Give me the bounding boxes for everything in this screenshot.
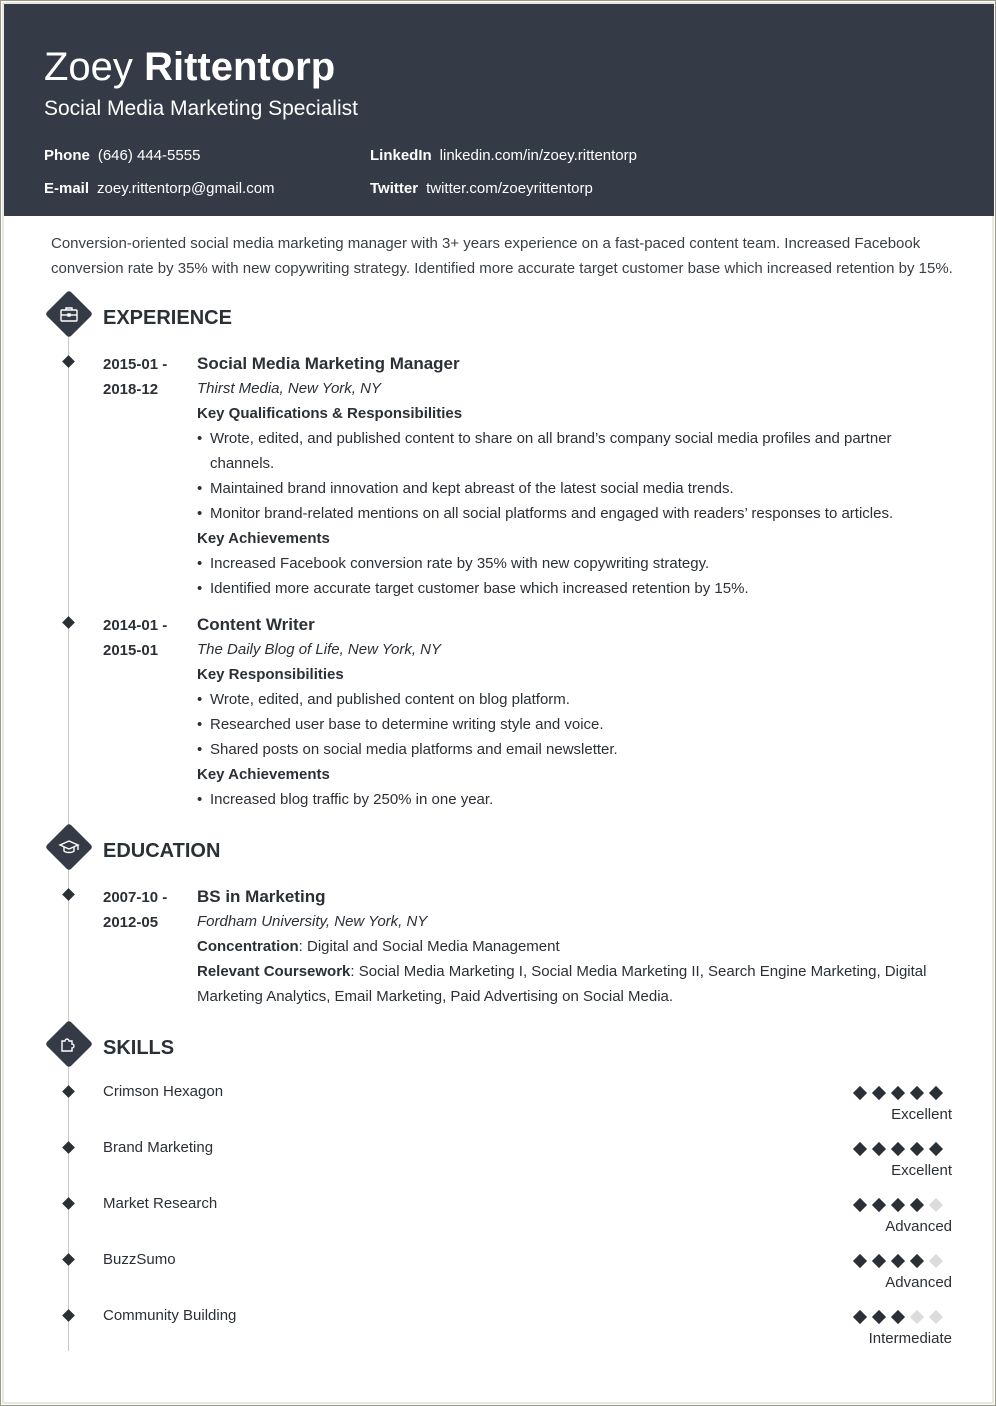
rating-diamond-filled xyxy=(929,1086,943,1100)
puzzle-icon xyxy=(45,1020,93,1068)
job-date xyxy=(103,352,193,402)
email-value[interactable]: zoey.rittentorp@gmail.com xyxy=(97,180,275,197)
skill-rating xyxy=(853,1198,953,1212)
date-end: 2012-05 xyxy=(103,914,159,931)
skill-rating xyxy=(853,1254,953,1268)
first-name: Zoey xyxy=(44,45,133,89)
achievements-heading: Key Achievements xyxy=(197,530,330,547)
briefcase-icon xyxy=(45,290,93,338)
job-org: The Daily Blog of Life, New York, NY xyxy=(197,641,441,658)
date-end: 2015-01 xyxy=(103,642,159,659)
job-entry xyxy=(197,351,957,601)
timeline-marker xyxy=(62,616,75,629)
linkedin-link[interactable]: linkedin.com/in/zoey.rittentorp xyxy=(439,147,637,164)
list-item: • Identified more accurate target customer base which increased retention by 15%. xyxy=(197,576,957,601)
contact-phone xyxy=(44,146,200,166)
rating-diamond-filled xyxy=(872,1198,886,1212)
skill-level: Excellent xyxy=(891,1106,952,1123)
contact-linkedin xyxy=(370,146,637,166)
list-item: • Monitor brand-related mentions on all social platforms and engaged with readers’ responses to articles. xyxy=(197,501,957,526)
rating-diamond-empty xyxy=(929,1310,943,1324)
list-item: • Shared posts on social media platforms and email newsletter. xyxy=(197,737,957,762)
list-item: • Increased Facebook conversion rate by 35% with new copywriting strategy. xyxy=(197,551,957,576)
responsibilities-list xyxy=(197,687,957,762)
timeline-marker xyxy=(62,355,75,368)
rating-diamond-filled xyxy=(910,1198,924,1212)
education-entry xyxy=(197,884,957,1009)
job-org: Thirst Media, New York, NY xyxy=(197,380,381,397)
education-date xyxy=(103,885,193,935)
email-label: E-mail xyxy=(44,180,90,197)
date-start: 2007-10 - xyxy=(103,889,168,906)
rating-diamond-filled xyxy=(891,1254,905,1268)
phone-value[interactable]: (646) 444-5555 xyxy=(97,147,201,164)
skill-level: Intermediate xyxy=(868,1330,952,1347)
skill-name: Market Research xyxy=(103,1195,218,1212)
experience-heading: EXPERIENCE xyxy=(103,307,232,329)
phone-label: Phone xyxy=(44,147,90,164)
rating-diamond-filled xyxy=(872,1310,886,1324)
timeline-marker xyxy=(62,1197,75,1210)
rating-diamond-filled xyxy=(853,1198,867,1212)
rating-diamond-empty xyxy=(929,1254,943,1268)
rating-diamond-filled xyxy=(891,1086,905,1100)
skill-rating xyxy=(853,1310,953,1324)
twitter-label: Twitter xyxy=(370,180,419,197)
rating-diamond-filled xyxy=(910,1254,924,1268)
list-item: • Researched user base to determine writing style and voice. xyxy=(197,712,957,737)
degree: BS in Marketing xyxy=(197,887,326,906)
rating-diamond-filled xyxy=(872,1086,886,1100)
timeline-marker xyxy=(62,1309,75,1322)
experience-timeline xyxy=(68,331,69,831)
rating-diamond-filled xyxy=(891,1142,905,1156)
rating-diamond-filled xyxy=(853,1254,867,1268)
contact-twitter xyxy=(370,179,593,199)
education-heading: EDUCATION xyxy=(103,840,221,862)
timeline-marker xyxy=(62,888,75,901)
skills-heading: SKILLS xyxy=(103,1037,175,1059)
linkedin-label: LinkedIn xyxy=(370,147,432,164)
rating-diamond-filled xyxy=(910,1086,924,1100)
concentration-value: : Digital and Social Media Management xyxy=(298,938,560,955)
job-entry xyxy=(197,612,957,812)
skill-rating xyxy=(853,1142,953,1156)
responsibilities-heading: Key Responsibilities xyxy=(197,666,344,683)
list-item: • Wrote, edited, and published content to share on all brand’s company social media profiles and partner channels. xyxy=(197,426,957,476)
skill-rating xyxy=(853,1086,953,1100)
rating-diamond-filled xyxy=(891,1198,905,1212)
rating-diamond-filled xyxy=(891,1310,905,1324)
achievements-list xyxy=(197,787,957,812)
responsibilities-heading: Key Qualifications & Responsibilities xyxy=(197,405,463,422)
skill-level: Excellent xyxy=(891,1162,952,1179)
timeline-marker xyxy=(62,1085,75,1098)
twitter-link[interactable]: twitter.com/zoeyrittentorp xyxy=(426,180,593,197)
rating-diamond-filled xyxy=(872,1254,886,1268)
last-name: Rittentorp xyxy=(144,45,336,89)
timeline-marker xyxy=(62,1141,75,1154)
rating-diamond-filled xyxy=(853,1086,867,1100)
contact-email xyxy=(44,179,275,199)
date-start: 2015-01 - xyxy=(103,356,168,373)
resume-header xyxy=(4,4,994,216)
list-item: • Wrote, edited, and published content on blog platform. xyxy=(197,687,957,712)
date-start: 2014-01 - xyxy=(103,617,168,634)
graduation-cap-icon xyxy=(45,823,93,871)
job-title: Social Media Marketing Specialist xyxy=(44,97,358,120)
rating-diamond-filled xyxy=(872,1142,886,1156)
skill-name: BuzzSumo xyxy=(103,1251,176,1268)
coursework-value: : Social Media Marketing I, Social Media Marketing II, Search Engine Marketing, Digital Marketing Analytics, Email Marketing, Paid Advertising on Social Media. xyxy=(197,963,927,1005)
coursework xyxy=(197,959,957,1009)
list-item: • Maintained brand innovation and kept abreast of the latest social media trends. xyxy=(197,476,957,501)
rating-diamond-filled xyxy=(929,1142,943,1156)
rating-diamond-empty xyxy=(929,1198,943,1212)
concentration xyxy=(197,934,957,959)
rating-diamond-filled xyxy=(853,1142,867,1156)
skill-name: Community Building xyxy=(103,1307,237,1324)
rating-diamond-empty xyxy=(910,1310,924,1324)
timeline-marker xyxy=(62,1253,75,1266)
responsibilities-list xyxy=(197,426,957,526)
summary: Conversion-oriented social media marketing manager with 3+ years experience on a fast-paced content team. Increased Facebook conversion rate by 35% with new copywriting strategy. Identified more accurate target customer base which increased retention by 15%. xyxy=(51,235,953,277)
job-role: Social Media Marketing Manager xyxy=(197,354,460,373)
skill-name: Crimson Hexagon xyxy=(103,1083,224,1100)
skill-level: Advanced xyxy=(885,1274,952,1291)
full-name xyxy=(44,42,335,92)
concentration-label: Concentration xyxy=(197,938,299,955)
skill-name: Brand Marketing xyxy=(103,1139,214,1156)
achievements-heading: Key Achievements xyxy=(197,766,330,783)
achievements-list xyxy=(197,551,957,601)
school: Fordham University, New York, NY xyxy=(197,913,428,930)
rating-diamond-filled xyxy=(853,1310,867,1324)
date-end: 2018-12 xyxy=(103,381,159,398)
job-role: Content Writer xyxy=(197,615,315,634)
list-item: • Increased blog traffic by 250% in one year. xyxy=(197,787,957,812)
job-date xyxy=(103,613,193,663)
skill-level: Advanced xyxy=(885,1218,952,1235)
rating-diamond-filled xyxy=(910,1142,924,1156)
coursework-label: Relevant Coursework xyxy=(197,963,351,980)
